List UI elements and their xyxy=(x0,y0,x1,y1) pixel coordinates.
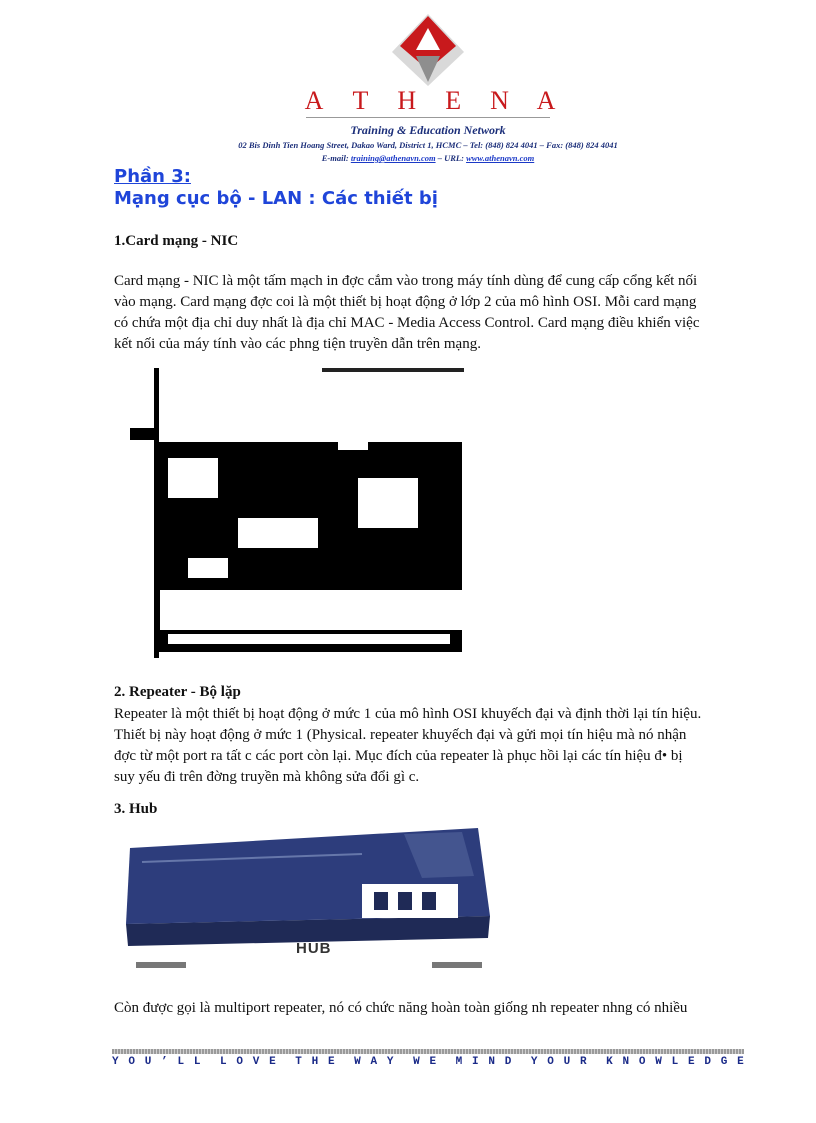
chapter-title: Mạng cục bộ - LAN : Các thiết bị xyxy=(114,188,438,209)
footer-slogan: Y O U ’ L L L O V E T H E W A Y W E M I N D Y O U R K N O W L E D G E xyxy=(112,1056,744,1068)
hub-image xyxy=(122,826,494,974)
repeater-paragraph: Repeater là một thiết bị hoạt động ở mức 1 của mô hình OSI khuyếch đại và định thời lại tín hiệu. Thiết bị này hoạt động ở mức 1 (Physical. repeater khuyếch đại và gửi mọi tín hiệu mà nó nhận đợc từ một port ra tất c các port còn lại. Mục đích của repeater là phục hồi lại các tín hiệu đ• bị suy yếu đi trên đờng truyền mà không sửa đổi gì c. xyxy=(114,706,702,785)
address-line: 02 Bis Dinh Tien Hoang Street, Dakao Ward, District 1, HCMC – Tel: (848) 824 4041 – Fax: (848) 824 4041 xyxy=(238,140,618,150)
section-heading-repeater: 2. Repeater - Bộ lặp xyxy=(114,684,241,700)
section-heading-nic: 1.Card mạng - NIC xyxy=(114,233,239,249)
athena-logo xyxy=(388,12,468,86)
brand-divider xyxy=(306,117,550,118)
contact-line: E-mail: training@athenavn.com – URL: www.athenavn.com xyxy=(321,153,535,163)
email-link[interactable]: training@athenavn.com xyxy=(350,153,436,163)
nic-card-image xyxy=(128,368,468,658)
brand-name: A T H E N A xyxy=(304,86,556,115)
footer-divider xyxy=(112,1049,744,1054)
part-title: Phần 3: xyxy=(114,166,191,187)
hub-paragraph: Còn được gọi là multiport repeater, nó có chức năng hoàn toàn giống nh repeater nhng có nhiều xyxy=(114,1000,688,1016)
nic-paragraph: Card mạng - NIC là một tấm mạch in đợc cắm vào trong máy tính dùng để cung cấp cổng kết nối vào mạng. Card mạng đợc coi là một thiết bị hoạt động ở lớp 2 của mô hình OSI. Mỗi card mạng có chứa một địa chỉ duy nhất là địa chỉ MAC - Media Access Control. Card mạng điều khiển việc kết nối của máy tính vào các phng tiện truyền dẫn trên mạng. xyxy=(114,273,700,352)
hub-label: HUB xyxy=(296,940,332,957)
website-link[interactable]: www.athenavn.com xyxy=(466,153,535,163)
section-heading-hub: 3. Hub xyxy=(114,801,158,817)
tagline: Training & Education Network xyxy=(350,123,506,137)
